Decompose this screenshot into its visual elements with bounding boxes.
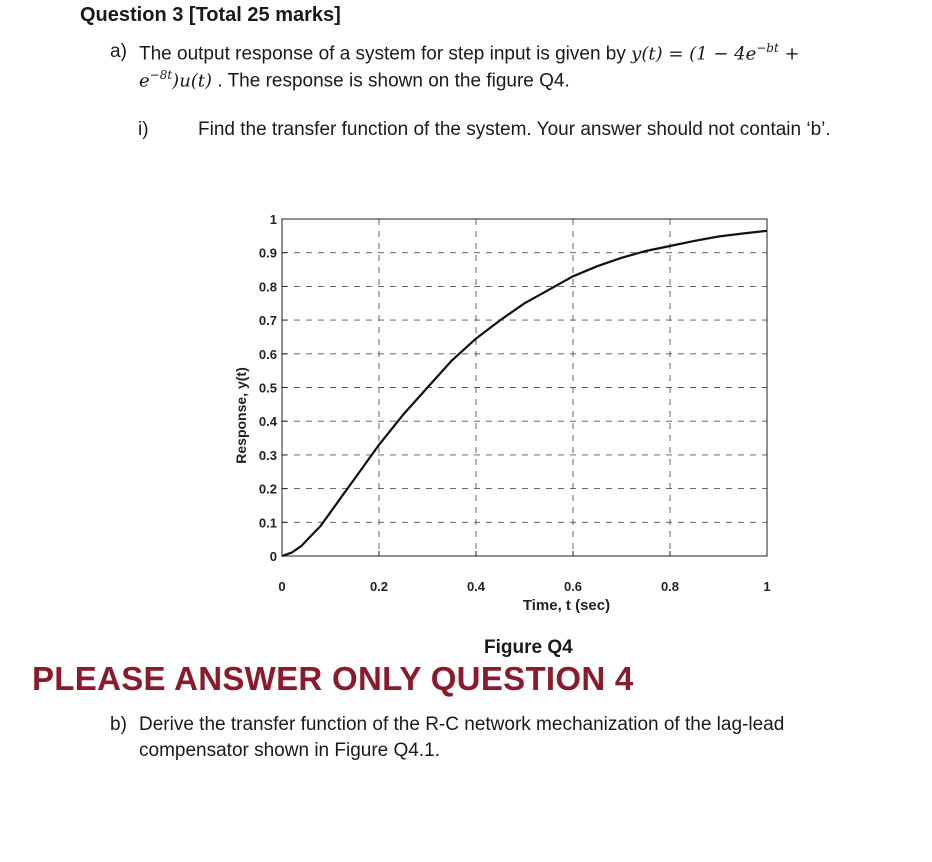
x-axis-label: Time, t (sec) xyxy=(522,597,611,614)
part-b-line2: compensator shown in Figure Q4.1. xyxy=(139,740,440,761)
x-tick-label: 1 xyxy=(763,579,771,594)
axis-ticks xyxy=(259,212,771,594)
part-b-label: b) xyxy=(110,714,127,735)
sub-i-label: i) xyxy=(138,119,149,140)
part-a-label: a) xyxy=(110,41,127,62)
x-tick-label: 0.4 xyxy=(466,579,486,594)
x-tick-label: 0.2 xyxy=(369,579,389,594)
grid xyxy=(282,219,767,556)
y-tick-label: 0.2 xyxy=(258,481,277,497)
y-tick-label: 0.8 xyxy=(258,279,277,295)
equation-exponent-8t: −8t xyxy=(149,68,173,82)
y-tick-label: 0.6 xyxy=(258,346,277,362)
x-tick-label: 0 xyxy=(278,579,286,594)
equation-exponent-bt: −bt xyxy=(756,41,779,55)
sub-i-text: Find the transfer function of the system. Your answer should not contain ‘b’. xyxy=(198,119,831,140)
y-tick-label: 0.5 xyxy=(258,380,277,396)
y-tick-label: 0.9 xyxy=(258,245,277,261)
y-tick-label: 1 xyxy=(269,212,277,227)
y-tick-label: 0.1 xyxy=(258,515,277,531)
y-tick-label: 0.4 xyxy=(258,414,277,430)
equation-e: e xyxy=(139,70,150,92)
y-tick-label: 0.7 xyxy=(258,313,277,329)
part-a-text: The output response of a system for step input is given by xyxy=(139,43,632,65)
equation-y: y(t) = (1 − 4e xyxy=(631,43,757,65)
equation-ut: )u(t) xyxy=(172,70,213,92)
answer-only-banner: PLEASE ANSWER ONLY QUESTION 4 xyxy=(32,660,634,697)
figure-caption: Figure Q4 xyxy=(484,637,573,658)
response-curve xyxy=(282,231,767,556)
y-tick-label: 0 xyxy=(269,549,277,564)
equation-plus: + xyxy=(778,43,800,65)
part-a-text-after: . The response is shown on the figure Q4. xyxy=(212,70,570,92)
x-tick-label: 0.6 xyxy=(563,579,583,594)
x-tick-label: 0.8 xyxy=(660,579,680,594)
y-axis-label: Response, y(t) xyxy=(233,367,249,464)
y-tick-label: 0.3 xyxy=(258,447,277,463)
question-heading: Question 3 [Total 25 marks] xyxy=(80,4,341,26)
part-b-line1: Derive the transfer function of the R-C network mechanization of the lag-lead xyxy=(139,714,785,735)
